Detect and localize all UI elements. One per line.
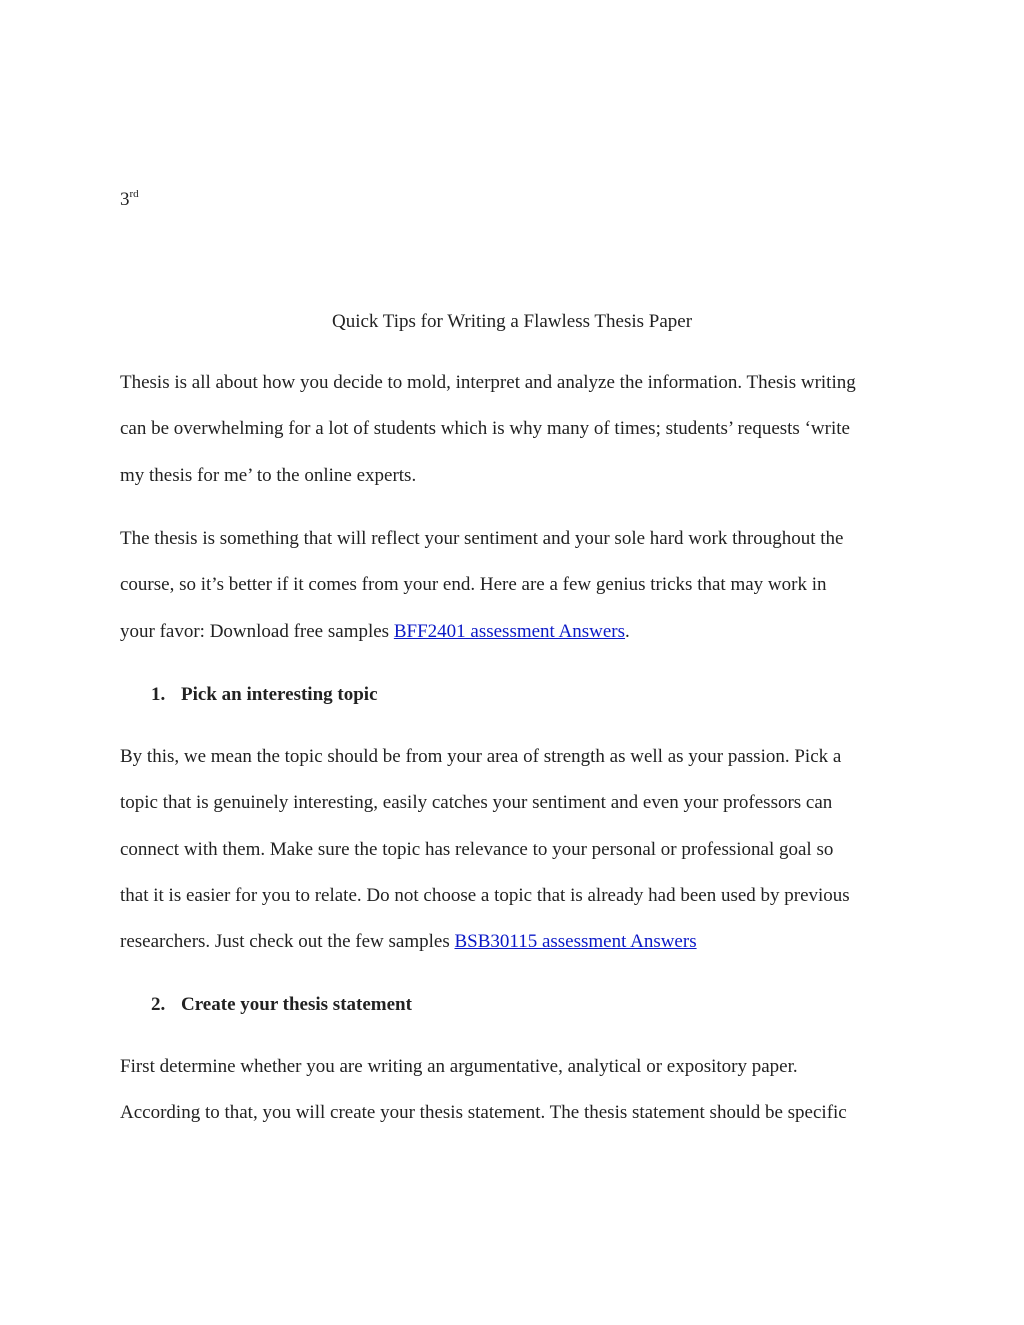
header-suffix: rd: [129, 188, 139, 200]
section-heading-1: [151, 681, 378, 709]
heading-number: 1.: [151, 684, 166, 705]
paragraph-text: your favor: Download free samples: [120, 620, 394, 642]
paragraph-line: connect with them. Make sure the topic has relevance to your personal or professional goal so: [120, 838, 834, 860]
paragraph-text: .: [625, 620, 630, 642]
document-title: Quick Tips for Writing a Flawless Thesis Paper: [331, 311, 693, 332]
heading-text: Create your thesis statement: [181, 994, 412, 1015]
paragraph-thesis-statement: [120, 1044, 910, 1137]
paragraph-text: researchers. Just check out the few samples: [120, 931, 455, 953]
paragraph-line: According to that, you will create your thesis statement. The thesis statement should be specific: [120, 1102, 847, 1124]
heading-number: 2.: [151, 994, 166, 1015]
paragraph-line: By this, we mean the topic should be from your area of strength as well as your passion. Pick a: [120, 746, 842, 767]
paragraph-line: that it is easier for you to relate. Do not choose a topic that is already had been used by previous: [120, 884, 850, 906]
paragraph-line: course, so it’s better if it comes from your end. Here are a few genius tricks that may work in: [120, 574, 827, 596]
paragraph-line: Thesis is all about how you decide to mold, interpret and analyze the information. Thesis writing: [120, 372, 856, 393]
paragraph-line: [120, 919, 910, 965]
paragraph-topic: [120, 734, 910, 965]
paragraph-thesis-reflection: [120, 516, 910, 655]
section-heading-2: [151, 991, 412, 1019]
paragraph-line: topic that is genuinely interesting, easily catches your sentiment and even your professors can: [120, 792, 833, 814]
bff2401-answers-link[interactable]: BFF2401 assessment Answers: [393, 620, 626, 642]
paragraph-line: The thesis is something that will reflect your sentiment and your sole hard work throughout the: [120, 528, 844, 549]
header-number: 3: [120, 189, 130, 210]
paragraph-line: [120, 609, 910, 655]
paragraph-line: my thesis for me’ to the online experts.: [120, 464, 417, 486]
paragraph-intro: [120, 360, 910, 499]
paragraph-line: can be overwhelming for a lot of students which is why many of times; students’ requests ‘write: [120, 418, 850, 440]
heading-text: Pick an interesting topic: [181, 684, 378, 705]
paragraph-line: First determine whether you are writing an argumentative, analytical or expository paper.: [120, 1056, 798, 1077]
page-header: [120, 182, 139, 212]
bsb30115-answers-link[interactable]: BSB30115 assessment Answers: [454, 931, 697, 953]
